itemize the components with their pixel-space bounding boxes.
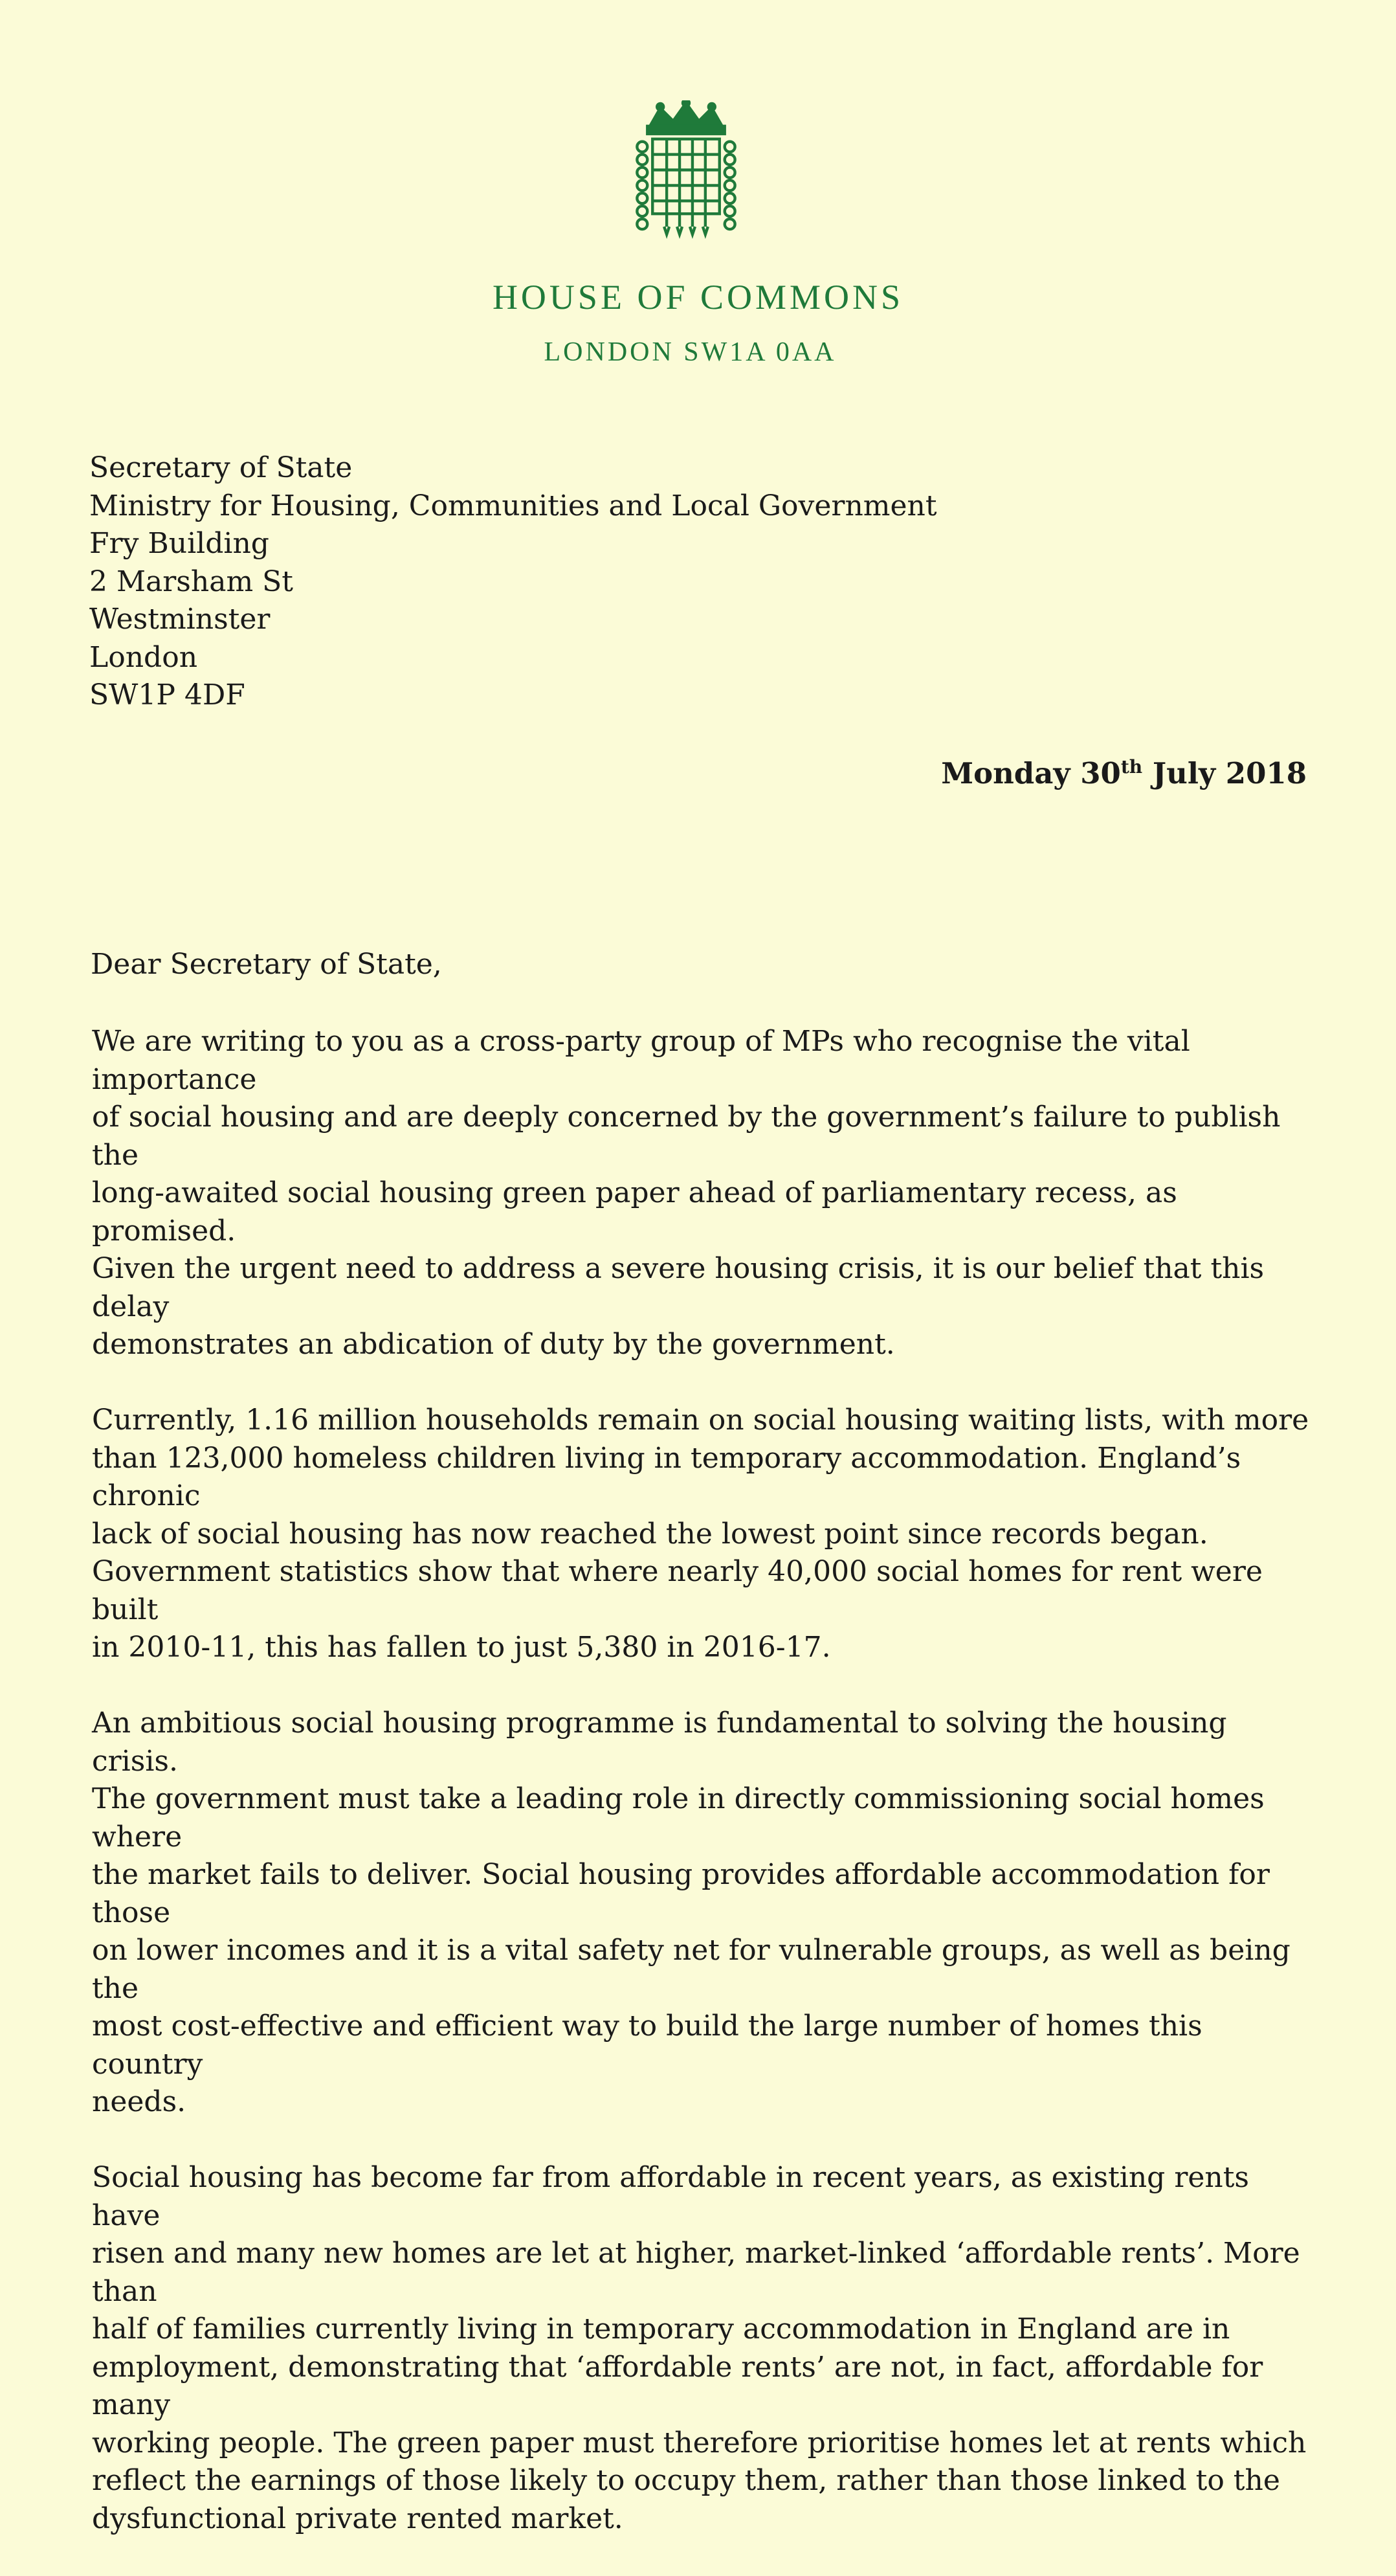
recipient-line: Secretary of State — [89, 451, 353, 484]
letter-body — [92, 1023, 1315, 2576]
salutation: Dear Secretary of State, — [91, 948, 442, 981]
body-paragraph: An ambitious social housing programme is fundamental to solving the housing crisis. The government must take a leading role in directly commissioning social homes where the market fails to deliver. Social housing provides affordable accommodation for those on lower incomes and it is a vital safety net for vulnerable groups, as well as being the most cost-effective and efficient way to build the large number of homes this country needs. — [92, 1707, 1291, 2118]
body-paragraph: Currently, 1.16 million households remain on social housing waiting lists, with more than 123,000 homeless children living in temporary accommodation. England’s chronic lack of social housing has now reached the lowest point since records began. Government statistics show that where nearly 40,000 social homes for rent were built in 2010-11, this has fallen to just 5,380 in 2016-17. — [92, 1404, 1309, 1664]
recipient-line: Fry Building — [89, 527, 269, 560]
recipient-line: London — [89, 640, 198, 674]
date-day: Monday 30 — [941, 756, 1121, 790]
body-paragraph: Social housing has become far from affordable in recent years, as existing rents have risen and many new homes are let at higher, market-linked ‘affordable rents’. More than half of families currently living in temporary accommodation in England are in employment, demonstrating that ‘affordable rents’ are not, in fact, affordable for many working people. The green paper must therefore prioritise homes let at rents which reflect the earnings of those likely to occupy them, rather than those linked to the dysfunctional private rented market. — [92, 2161, 1307, 2535]
recipient-line: 2 Marsham St — [89, 565, 293, 598]
letterhead-address: LONDON SW1A 0AA — [544, 337, 837, 367]
letterhead-house-name: HOUSE OF COMMONS — [492, 278, 904, 317]
recipient-line: SW1P 4DF — [89, 678, 245, 711]
date-suffix: th — [1120, 756, 1143, 778]
portcullis-icon — [621, 100, 751, 240]
date-rest: July 2018 — [1142, 756, 1307, 790]
recipient-line: Westminster — [89, 603, 271, 636]
recipient-line: Ministry for Housing, Communities and Local Government — [89, 489, 937, 522]
body-paragraph: We are writing to you as a cross-party group of MPs who recognise the vital importance of social housing and are deeply concerned by the government’s failure to publish the long-awaited social housing green paper ahead of parliamentary recess, as promised. Given the urgent need to address a severe housing crisis, it is our belief that this delay demonstrates an abdication of duty by the government. — [92, 1025, 1281, 1361]
letter-date — [941, 756, 1307, 790]
recipient-address — [89, 449, 937, 715]
